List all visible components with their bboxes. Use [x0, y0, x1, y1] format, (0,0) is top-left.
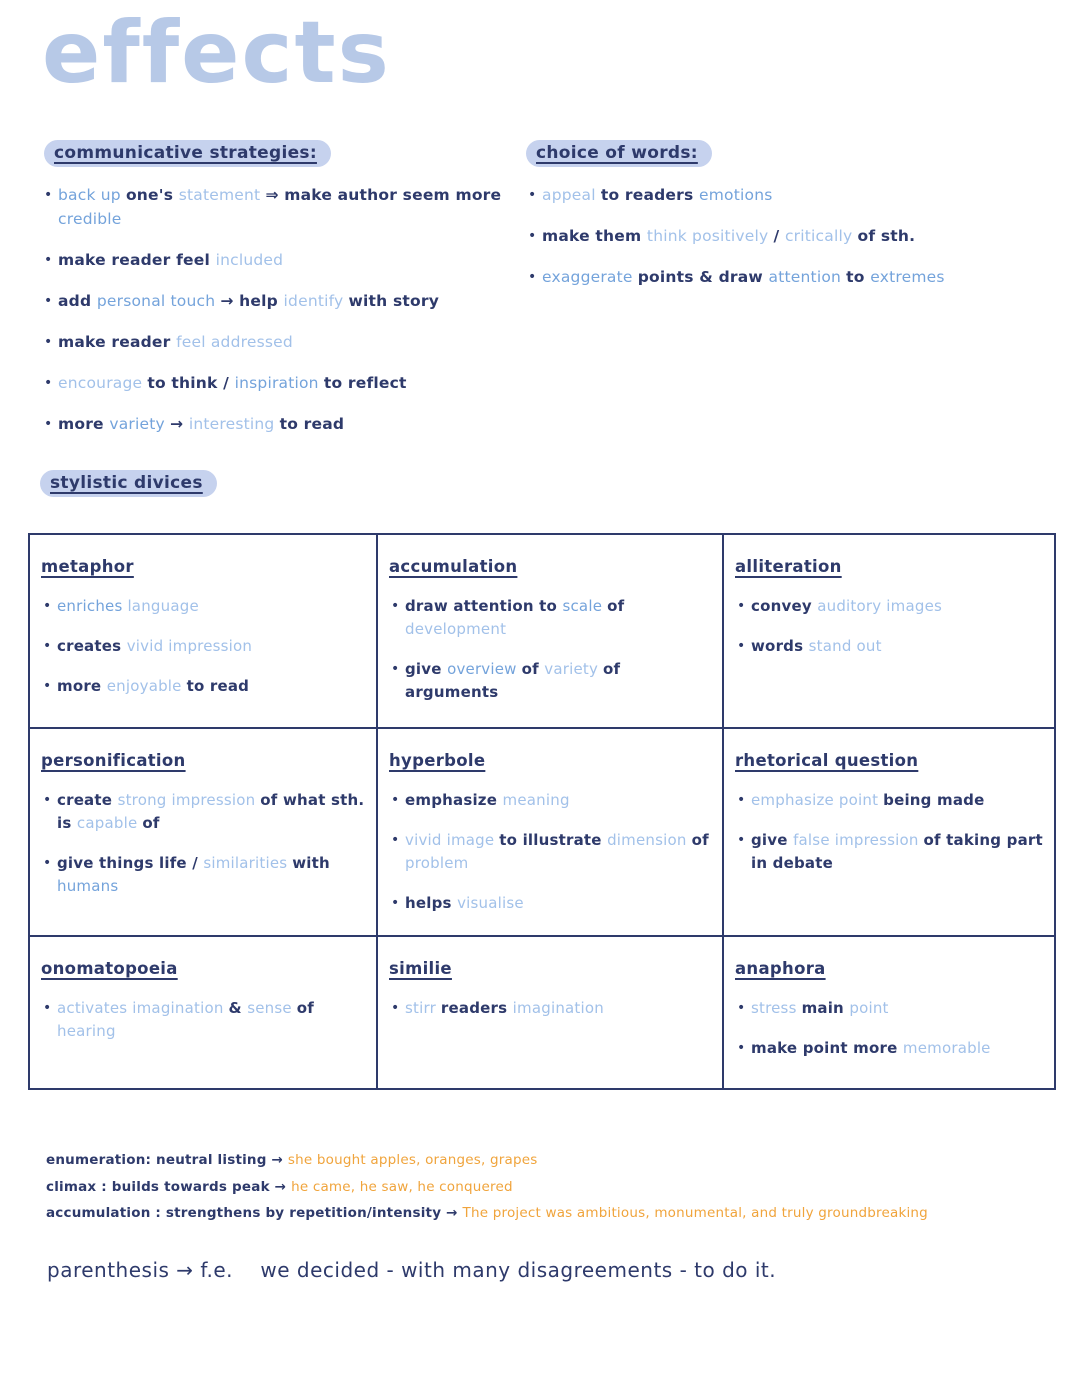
list-item: • make reader feel addressed [42, 330, 512, 354]
cell-title: hyperbole [389, 751, 486, 770]
list-item: • vivid image to illustrate dimension of problem [389, 829, 714, 875]
choice-of-words-list [526, 183, 966, 306]
list-item: • stress main point [735, 997, 1046, 1020]
communicative-strategies-header [44, 140, 331, 167]
choice-of-words-label: choice of words: [526, 140, 712, 167]
cell-bullets [389, 997, 714, 1020]
cell-title: rhetorical question [735, 751, 919, 770]
list-item: • create strong impression of what sth. is capable of [41, 789, 368, 835]
list-item: • activates imagination & sense of hearing [41, 997, 368, 1043]
list-item: • more enjoyable to read [41, 675, 368, 698]
cell-onomatopoeia [30, 937, 378, 1088]
list-item: • emphasize meaning [389, 789, 714, 812]
list-item: • helps visualise [389, 892, 714, 915]
cell-title: similie [389, 959, 452, 978]
cell-similie [378, 937, 724, 1088]
list-item: • give things life / similarities with humans [41, 852, 368, 898]
cell-bullets [735, 997, 1046, 1060]
list-item: • more variety → interesting to read [42, 412, 512, 436]
list-item: • convey auditory images [735, 595, 1046, 618]
cell-personification [30, 729, 378, 937]
accumulation-line: accumulation : strengthens by repetition/intensity → The project was ambitious, monumental, and truly groundbreaking [46, 1205, 928, 1221]
cell-bullets [389, 595, 714, 704]
list-item: • draw attention to scale of development [389, 595, 714, 641]
cell-alliteration [724, 535, 1054, 729]
cell-anaphora [724, 937, 1054, 1088]
cell-bullets [735, 595, 1046, 658]
list-item: • stirr readers imagination [389, 997, 714, 1020]
list-item: • encourage to think / inspiration to reflect [42, 371, 512, 395]
climax-line: climax : builds towards peak → he came, he saw, he conquered [46, 1178, 513, 1195]
list-item: • back up one's statement ⇒ make author seem more credible [42, 183, 512, 231]
list-item: • appeal to readers emotions [526, 183, 966, 207]
choice-of-words-header [526, 140, 712, 167]
stylistic-devices-table [28, 533, 1056, 1090]
cell-bullets [41, 997, 368, 1043]
cell-rhetorical-question [724, 729, 1054, 937]
cell-title: alliteration [735, 557, 842, 576]
cell-bullets [389, 789, 714, 915]
list-item: • make them think positively / critically of sth. [526, 224, 966, 248]
parenthesis-line: parenthesis → f.e. we decided - with many disagreements - to do it. [47, 1258, 777, 1282]
list-item: • make point more memorable [735, 1037, 1046, 1060]
cell-hyperbole [378, 729, 724, 937]
list-item: • give overview of variety of arguments [389, 658, 714, 704]
enumeration-line: enumeration: neutral listing → she bought apples, oranges, grapes [46, 1152, 538, 1168]
cell-accumulation [378, 535, 724, 729]
cell-bullets [41, 595, 368, 698]
stylistic-devices-header [40, 470, 217, 497]
list-item: • emphasize point being made [735, 789, 1046, 812]
cell-bullets [735, 789, 1046, 875]
cell-title: personification [41, 751, 186, 770]
cell-title: onomatopoeia [41, 959, 178, 978]
cell-bullets [41, 789, 368, 898]
page-title: effects [42, 3, 391, 103]
list-item: • enriches language [41, 595, 368, 618]
stylistic-devices-label: stylistic divices [40, 470, 217, 497]
communicative-strategies-list [42, 183, 512, 453]
list-item: • exaggerate points & draw attention to extremes [526, 265, 966, 289]
list-item: • give false impression of taking part in debate [735, 829, 1046, 875]
list-item: • make reader feel included [42, 248, 512, 272]
cell-title: accumulation [389, 557, 518, 576]
cell-metaphor [30, 535, 378, 729]
communicative-strategies-label: communicative strategies: [44, 140, 331, 167]
list-item: • creates vivid impression [41, 635, 368, 658]
list-item: • words stand out [735, 635, 1046, 658]
cell-title: metaphor [41, 557, 134, 576]
definitions-footer [46, 1152, 1026, 1232]
list-item: • add personal touch → help identify with story [42, 289, 512, 313]
cell-title: anaphora [735, 959, 826, 978]
